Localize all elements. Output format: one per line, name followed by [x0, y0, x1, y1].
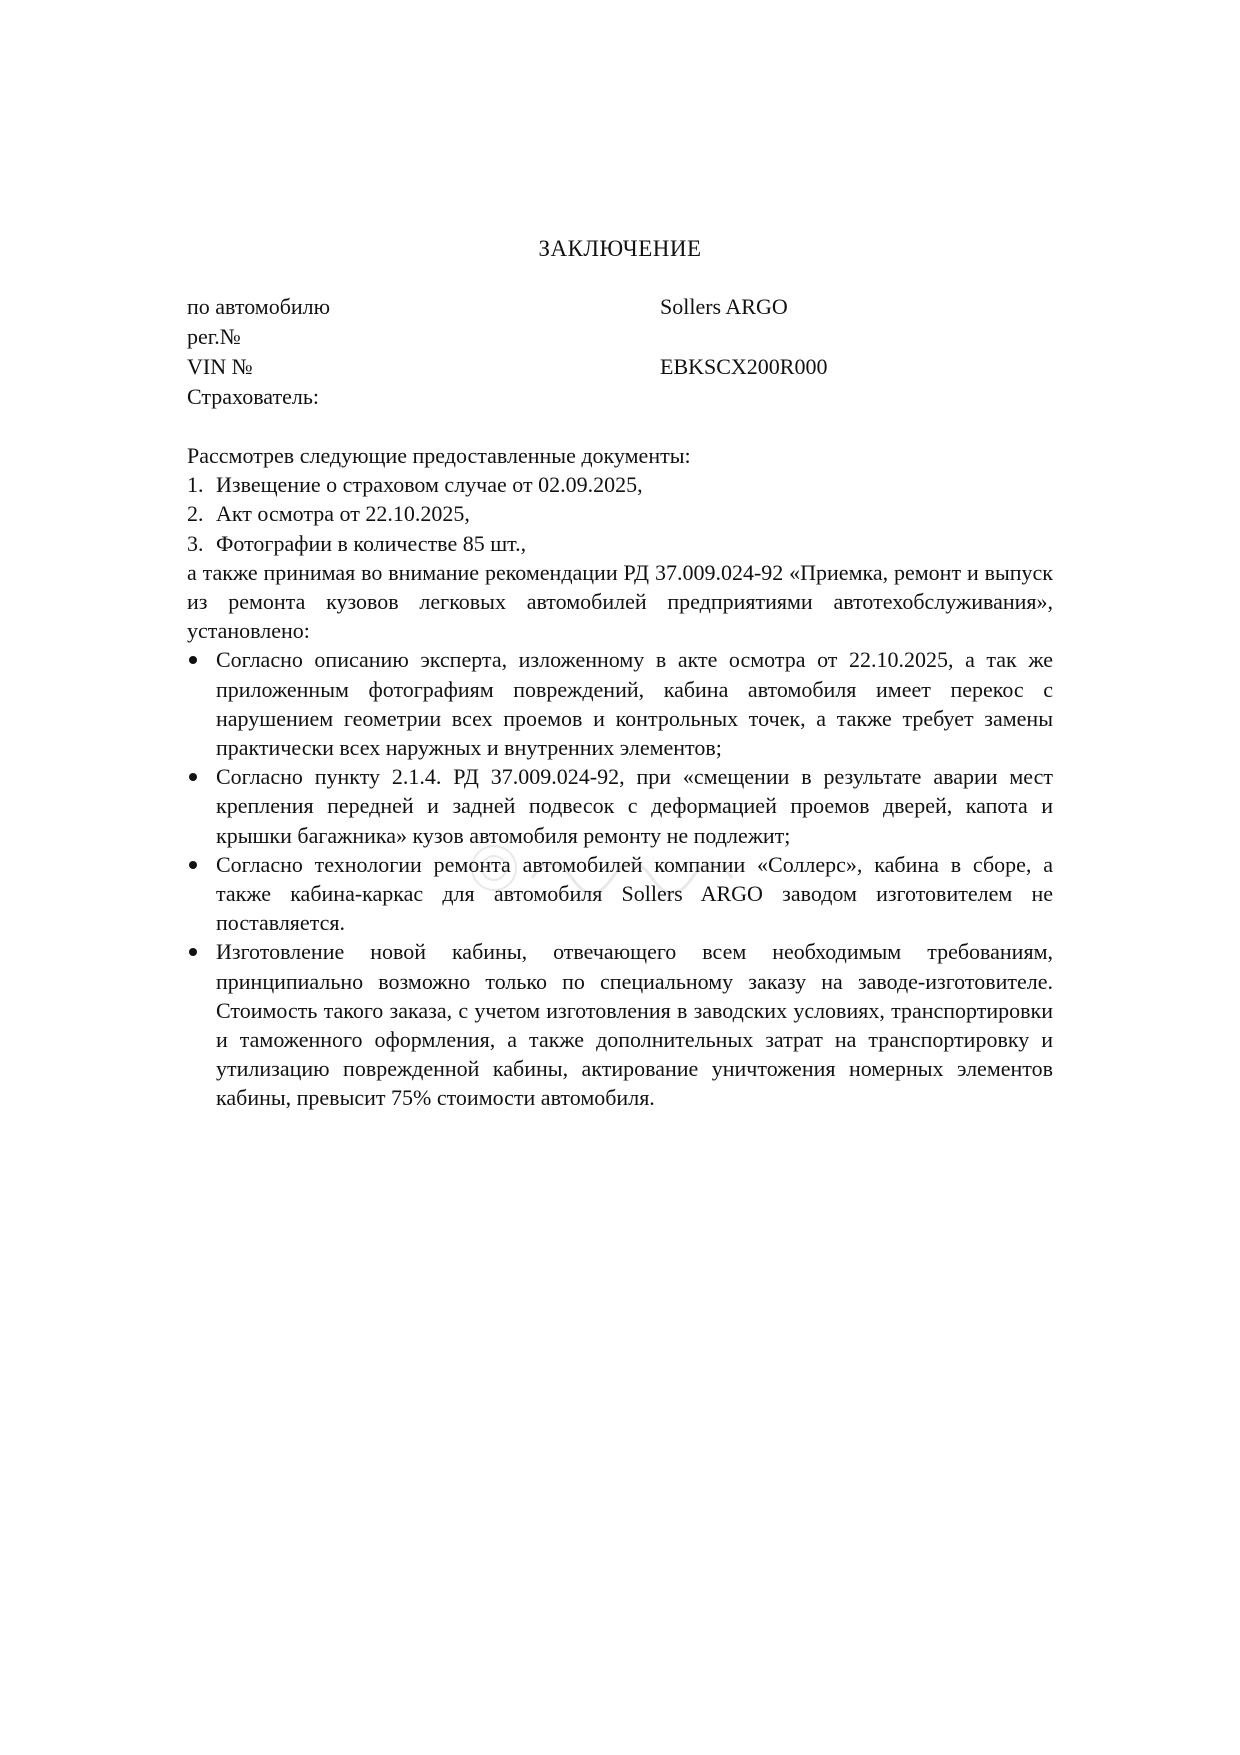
finding-text: Согласно пункту 2.1.4. РД 37.009.024-92, при «смещении в результате аварии мест крепления передней и задней подвесок с деформацией проемов дверей, капота и крышки багажника» кузов автомобиля ремонту не подлежит; [216, 764, 1053, 848]
document-list-item [187, 470, 1053, 499]
list-text: Фотографии в количестве 85 шт., [216, 530, 527, 556]
bullet-icon [189, 656, 197, 664]
recommendation-text: а также принимая во внимание рекомендации РД 37.009.024-92 «Приемка, ремонт и выпуск из ремонта кузовов легковых автомобилей предприятиями автотехобслуживания», установлено: [187, 559, 1053, 644]
bullet-icon [189, 948, 197, 956]
finding-item [187, 645, 1053, 762]
meta-label: VIN № [187, 354, 253, 379]
finding-text: Изготовление новой кабины, отвечающего всем необходимым требованиям, принципиально возможно только по специальному заказу на заводе-изготовителе. Стоимость такого заказа, с учетом изготовления в заводских условиях, транспортировки и таможенного оформления, а также дополнительных затрат на транспортировку и утилизацию поврежденной кабины, актирование уничтожения номерных элементов кабины, превысит 75% стоимости автомобиля. [216, 939, 1053, 1111]
finding-text: Согласно описанию эксперта, изложенному в акте осмотра от 22.10.2025, а так же приложенным фотографиям повреждений, кабина автомобиля имеет перекос с нарушением геометрии всех проемов и контрольных точек, а также требует замены практически всех наружных и внутренних элементов; [216, 647, 1053, 761]
meta-value: EBKSCX200R000 [660, 354, 828, 379]
list-number: 1. [187, 472, 204, 498]
meta-value: Sollers ARGO [660, 294, 788, 319]
finding-item [187, 937, 1053, 1112]
findings-list [187, 645, 1053, 1112]
list-text: Акт осмотра от 22.10.2025, [216, 501, 470, 527]
list-text: Извещение о страховом случае от 02.09.2025, [216, 472, 643, 498]
bullet-icon [189, 861, 197, 869]
bullet-icon [189, 773, 197, 781]
meta-label: рег.№ [187, 324, 241, 349]
document-list-item [187, 529, 1053, 558]
list-number: 3. [187, 530, 204, 556]
meta-label: Страхователь: [187, 384, 319, 409]
list-number: 2. [187, 501, 204, 527]
document-body [187, 441, 1053, 1113]
finding-text: Согласно технологии ремонта автомобилей компании «Соллерс», кабина в сборе, а также кабина-каркас для автомобиля Sollers ARGO заводом изготовителем не поставляется. [216, 851, 1053, 936]
finding-item [187, 762, 1053, 850]
finding-item [187, 850, 1053, 938]
intro-text: Рассмотрев следующие предоставленные документы: [187, 443, 691, 468]
document-list-item [187, 499, 1053, 528]
meta-label: по автомобилю [187, 294, 331, 319]
document-title: ЗАКЛЮЧЕНИЕ [538, 236, 702, 261]
